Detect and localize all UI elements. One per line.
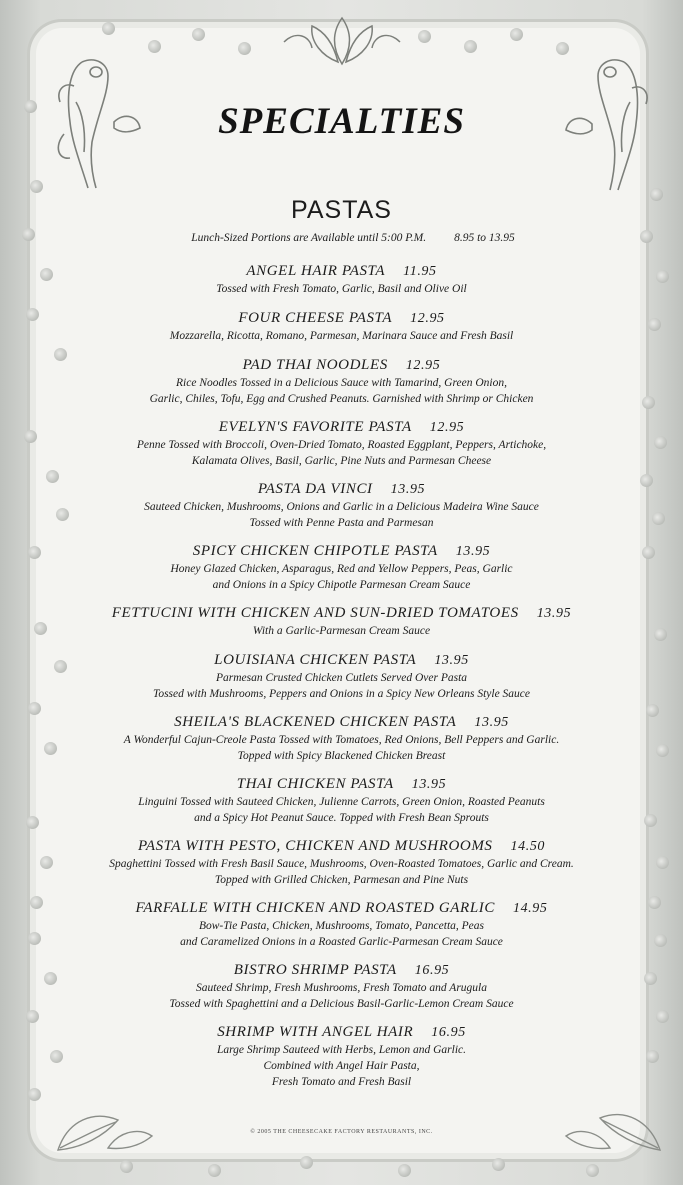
menu-item — [0, 480, 683, 531]
menu-item — [0, 713, 683, 764]
menu-item-price: 16.95 — [414, 963, 450, 978]
menu-item-price: 13.95 — [411, 777, 447, 792]
menu-item-description: Tossed with Fresh Tomato, Garlic, Basil and Olive Oil — [216, 283, 467, 295]
menu-item-description: Topped with Spicy Blackened Chicken Breast — [237, 750, 446, 762]
lunch-price: 8.95 to 13.95 — [454, 232, 515, 244]
menu-item — [0, 356, 683, 407]
menu-item-header — [0, 542, 683, 561]
menu-item — [0, 651, 683, 702]
menu-item-description: Large Shrimp Sauteed with Herbs, Lemon and Garlic. — [216, 1044, 467, 1056]
menu-item-description: Linguini Tossed with Sauteed Chicken, Julienne Carrots, Green Onion, Roasted Peanuts — [138, 796, 545, 808]
menu-item-description: Parmesan Crusted Chicken Cutlets Served Over Pasta — [215, 672, 468, 684]
menu-item-name: FARFALLE WITH CHICKEN AND ROASTED GARLIC — [135, 900, 495, 916]
menu-item-name: EVELYN'S FAVORITE PASTA — [218, 419, 412, 435]
page-title: SPECIALTIES — [218, 101, 465, 142]
menu-item-description: Spaghettini Tossed with Fresh Basil Sauce, Mushrooms, Oven-Roasted Tomatoes, Garlic and Cream. — [109, 858, 574, 870]
menu-item-description: Penne Tossed with Broccoli, Oven-Dried Tomato, Roasted Eggplant, Peppers, Artichoke, — [136, 439, 547, 451]
menu-item-price: 12.95 — [410, 311, 445, 326]
menu-item-name: ANGEL HAIR PASTA — [246, 263, 386, 279]
menu-item-name: BISTRO SHRIMP PASTA — [233, 962, 397, 978]
menu-item-description: Combined with Angel Hair Pasta, — [263, 1060, 420, 1072]
leaf-ornament-top — [282, 12, 402, 70]
menu-item-description: Topped with Grilled Chicken, Parmesan and Pine Nuts — [214, 874, 469, 886]
menu-item — [0, 899, 683, 950]
menu-item — [0, 961, 683, 1012]
menu-item — [0, 542, 683, 593]
menu-item-header — [0, 356, 683, 375]
menu-item-header — [0, 899, 683, 918]
menu-item — [0, 837, 683, 888]
menu-item-description: With a Garlic-Parmesan Cream Sauce — [252, 625, 431, 637]
menu-item-name: SHEILA'S BLACKENED CHICKEN PASTA — [174, 714, 457, 730]
menu-item-name: LOUISIANA CHICKEN PASTA — [214, 652, 417, 668]
menu-item-header — [0, 651, 683, 670]
menu-item — [0, 604, 683, 639]
menu-item-name: FOUR CHEESE PASTA — [238, 310, 393, 326]
menu-item-price: 16.95 — [431, 1025, 466, 1040]
copyright-notice: © 2005 THE CHEESECAKE FACTORY RESTAURANTS, INC. — [250, 1129, 433, 1135]
menu-item-description: Bow-Tie Pasta, Chicken, Mushrooms, Tomato, Pancetta, Peas — [198, 920, 485, 932]
menu-item-header — [0, 961, 683, 980]
menu-item-description: and Onions in a Spicy Chipotle Parmesan Cream Sauce — [212, 579, 471, 591]
menu-item-description: Tossed with Mushrooms, Peppers and Onions in a Spicy New Orleans Style Sauce — [152, 688, 531, 700]
menu-item-description: Tossed with Spaghettini and a Delicious Basil-Garlic-Lemon Cream Sauce — [169, 998, 514, 1010]
menu-item-header — [0, 480, 683, 499]
leaf-ornament-bottom-right — [560, 1084, 670, 1160]
menu-item-price: 13.95 — [455, 544, 491, 559]
menu-item-price: 13.95 — [536, 606, 572, 621]
menu-item-description: Rice Noodles Tossed in a Delicious Sauce with Tamarind, Green Onion, — [176, 377, 507, 389]
menu-item-description: Sauteed Chicken, Mushrooms, Onions and Garlic in a Delicious Madeira Wine Sauce — [144, 501, 539, 513]
menu-item-price: 13.95 — [434, 653, 469, 668]
menu-item-price: 14.50 — [510, 839, 546, 854]
menu-item — [0, 1023, 683, 1090]
menu-item-header — [0, 837, 683, 856]
menu-item — [0, 418, 683, 469]
menu-item-header — [0, 775, 683, 794]
menu-item-header — [0, 604, 683, 623]
menu-item-description: Fresh Tomato and Fresh Basil — [271, 1076, 412, 1088]
menu-item-description: Kalamata Olives, Basil, Garlic, Pine Nuts and Parmesan Cheese — [191, 455, 492, 467]
lunch-note-text: Lunch-Sized Portions are Available until 5:00 P.M. — [191, 232, 427, 244]
menu-item-name: SHRIMP WITH ANGEL HAIR — [217, 1024, 414, 1040]
menu-item-name: PAD THAI NOODLES — [242, 357, 388, 373]
menu-item-description: Garlic, Chiles, Tofu, Egg and Crushed Peanuts. Garnished with Shrimp or Chicken — [149, 393, 534, 405]
menu-item-price: 11.95 — [403, 264, 437, 279]
menu-item-name: PASTA DA VINCI — [257, 481, 373, 497]
menu-item-header — [0, 262, 683, 281]
menu-item-name: FETTUCINI WITH CHICKEN AND SUN-DRIED TOMATOES — [111, 605, 519, 621]
menu-item-name: PASTA WITH PESTO, CHICKEN AND MUSHROOMS — [137, 838, 493, 854]
menu-item-price: 14.95 — [512, 901, 548, 916]
menu-item-price: 13.95 — [390, 482, 426, 497]
menu-item-name: SPICY CHICKEN CHIPOTLE PASTA — [192, 543, 438, 559]
menu-item-description: and a Spicy Hot Peanut Sauce. Topped with Fresh Bean Sprouts — [194, 812, 489, 824]
menu-item-description: A Wonderful Cajun-Creole Pasta Tossed with Tomatoes, Red Onions, Bell Peppers and Garlic. — [123, 734, 560, 746]
menu-item-description: Mozzarella, Ricotta, Romano, Parmesan, Marinara Sauce and Fresh Basil — [169, 330, 514, 342]
leaf-ornament-bottom-left — [48, 1090, 158, 1160]
menu-item-price: 13.95 — [474, 715, 509, 730]
lunch-note — [0, 232, 683, 244]
menu-item-description: and Caramelized Onions in a Roasted Garlic-Parmesan Cream Sauce — [180, 936, 503, 948]
menu-item-header — [0, 713, 683, 732]
menu-item-header — [0, 309, 683, 328]
menu-item-name: THAI CHICKEN PASTA — [236, 776, 394, 792]
menu-item-description: Tossed with Penne Pasta and Parmesan — [249, 517, 434, 529]
section-heading: PASTAS — [291, 196, 392, 224]
menu-item-description: Honey Glazed Chicken, Asparagus, Red and Yellow Peppers, Peas, Garlic — [170, 563, 513, 575]
menu-item-header — [0, 1023, 683, 1042]
menu-item-description: Sauteed Shrimp, Fresh Mushrooms, Fresh Tomato and Arugula — [195, 982, 488, 994]
menu-item-header — [0, 418, 683, 437]
menu-item — [0, 309, 683, 344]
menu-item-price: 12.95 — [429, 420, 465, 435]
menu-item-price: 12.95 — [405, 358, 441, 373]
menu-item — [0, 262, 683, 297]
menu-item — [0, 775, 683, 826]
